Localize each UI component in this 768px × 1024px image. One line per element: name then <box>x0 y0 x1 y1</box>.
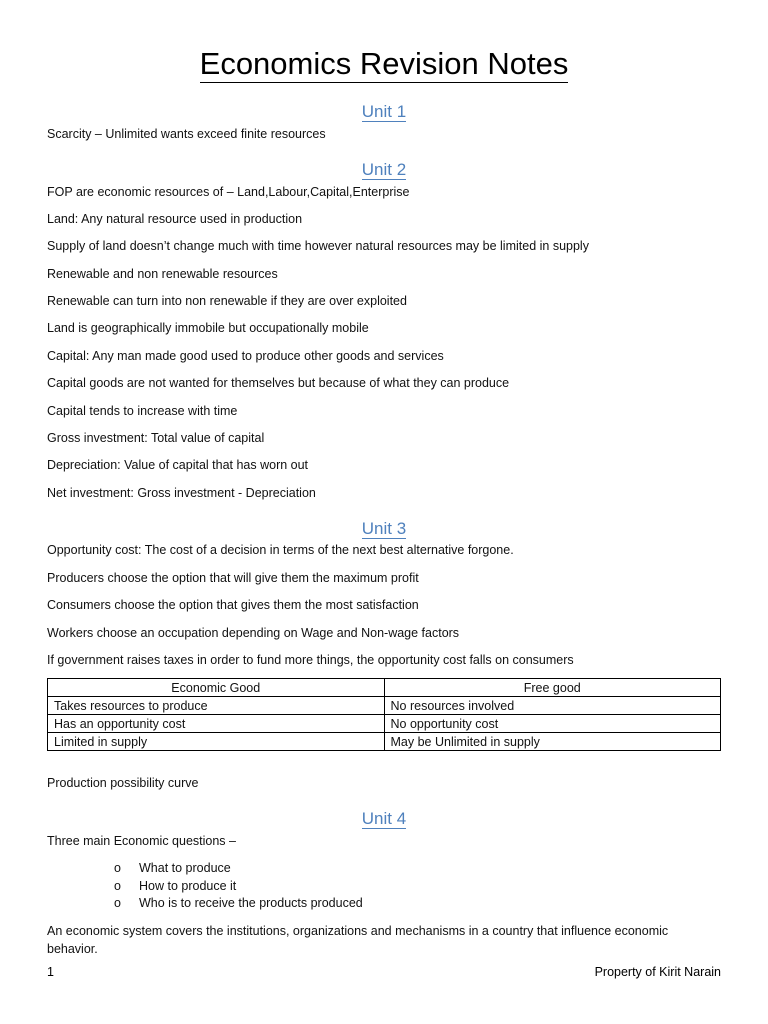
text-line: Supply of land doesn’t change much with time however natural resources may be limited in supply <box>47 239 589 253</box>
text-line: Consumers choose the option that gives them the most satisfaction <box>47 598 419 612</box>
text-line: Capital goods are not wanted for themselves but because of what they can produce <box>47 376 510 390</box>
table-row <box>48 733 721 751</box>
table-cell: No opportunity cost <box>384 715 721 733</box>
text-line: Scarcity – Unlimited wants exceed finite resources <box>47 127 326 141</box>
table-cell: May be Unlimited in supply <box>384 733 721 751</box>
text-line: Net investment: Gross investment - Depreciation <box>47 486 316 500</box>
goods-comparison-table <box>47 678 721 751</box>
text-line: Capital tends to increase with time <box>47 404 238 418</box>
table-row <box>48 715 721 733</box>
text-line: Land: Any natural resource used in production <box>47 212 303 226</box>
text-line: Depreciation: Value of capital that has worn out <box>47 458 309 472</box>
text-line: Production possibility curve <box>47 776 199 790</box>
unit-1-heading: Unit 1 <box>361 102 407 121</box>
table-header-row <box>48 679 721 697</box>
bullet-marker: o <box>114 896 121 910</box>
text-line: Land is geographically immobile but occupationally mobile <box>47 321 369 335</box>
list-item-text: Who is to receive the products produced <box>139 896 363 910</box>
table-cell: No resources involved <box>384 697 721 715</box>
table-cell: Limited in supply <box>48 733 385 751</box>
table-cell: Has an opportunity cost <box>48 715 385 733</box>
column-header: Free good <box>384 679 721 697</box>
unit-2-heading: Unit 2 <box>361 160 407 179</box>
page-number: 1 <box>47 965 54 979</box>
unit-3-heading: Unit 3 <box>361 519 407 538</box>
bullet-marker: o <box>114 878 121 893</box>
text-line: Renewable and non renewable resources <box>47 267 278 281</box>
text-line: FOP are economic resources of – Land,Labour,Capital,Enterprise <box>47 185 410 199</box>
list-item-text: What to produce <box>139 861 231 875</box>
paragraph: An economic system covers the institutions, organizations and mechanisms in a country that influence economic behavior. <box>47 924 669 956</box>
table-row <box>48 697 721 715</box>
text-line: Opportunity cost: The cost of a decision in terms of the next best alternative forgone. <box>47 543 514 557</box>
unit-4-heading: Unit 4 <box>361 809 407 828</box>
footer-owner: Property of Kirit Narain <box>594 965 721 979</box>
text-line: Gross investment: Total value of capital <box>47 431 265 445</box>
bullet-marker: o <box>114 861 121 875</box>
text-line: Workers choose an occupation depending on Wage and Non-wage factors <box>47 626 460 640</box>
text-line: If government raises taxes in order to fund more things, the opportunity cost falls on consumers <box>47 653 574 667</box>
list-item-text: How to produce it <box>139 878 237 893</box>
text-line: Producers choose the option that will give them the maximum profit <box>47 571 419 585</box>
text-line: Capital: Any man made good used to produce other goods and services <box>47 349 444 363</box>
table-cell: Takes resources to produce <box>48 697 385 715</box>
column-header: Economic Good <box>48 679 385 697</box>
text-line: Renewable can turn into non renewable if they are over exploited <box>47 294 407 308</box>
page-title: Economics Revision Notes <box>199 46 569 81</box>
text-line: Three main Economic questions – <box>47 834 236 848</box>
